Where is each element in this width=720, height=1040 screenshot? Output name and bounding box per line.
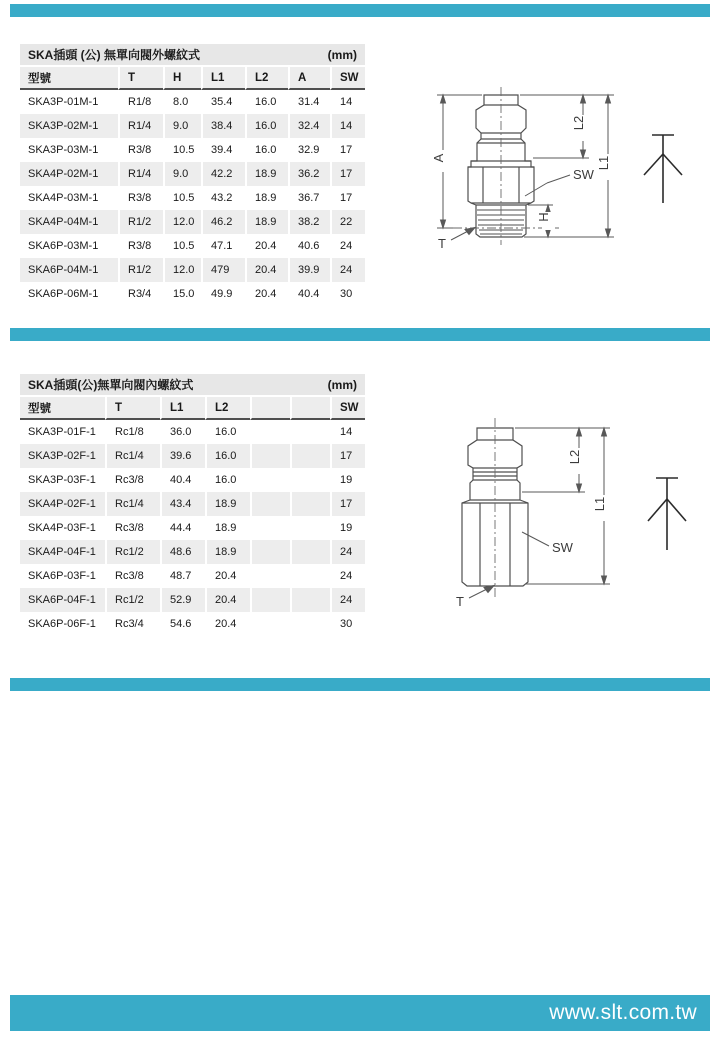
table-cell: 46.2 <box>201 210 245 234</box>
table-cell: 479 <box>201 258 245 282</box>
table-cell: SKA6P-04M-1 <box>20 258 118 282</box>
table-cell: 12.0 <box>163 258 201 282</box>
table-row <box>20 258 365 282</box>
table-row <box>20 138 365 162</box>
table-cell: 20.4 <box>245 282 288 306</box>
table-cell: 16.0 <box>245 114 288 138</box>
dim-label-t: T <box>438 236 446 251</box>
footer-bar <box>10 995 710 1031</box>
table-cell: SKA3P-02F-1 <box>20 444 105 468</box>
table-row <box>20 282 365 306</box>
header-row <box>20 397 365 420</box>
table-cell: 20.4 <box>205 612 250 636</box>
table-cell: 40.4 <box>160 468 205 492</box>
table-row <box>20 540 365 564</box>
table-cell: 20.4 <box>245 234 288 258</box>
table-row <box>20 444 365 468</box>
table-row <box>20 564 365 588</box>
table-row <box>20 612 365 636</box>
column-header: L2 <box>245 67 288 90</box>
table-cell: 9.0 <box>163 114 201 138</box>
column-header <box>250 397 290 420</box>
table-cell: SKA6P-06M-1 <box>28 288 99 300</box>
dim-label-h: H <box>536 212 551 222</box>
table-cell: Rc3/8 <box>105 564 160 588</box>
table-row <box>20 468 365 492</box>
table-cell <box>250 564 290 588</box>
dim-label-sw: SW <box>552 540 573 555</box>
table-cell <box>290 444 330 468</box>
table-cell: 35.4 <box>201 90 245 114</box>
table-cell: 39.9 <box>288 258 330 282</box>
table-cell <box>290 492 330 516</box>
table-row <box>20 162 365 186</box>
table2-title: SKA插頭(公)無單向閥內螺紋式 <box>28 378 194 392</box>
table-cell: SKA3P-03M-1 <box>28 144 99 156</box>
table-cell: SKA6P-06F-1 <box>28 618 96 630</box>
table-cell: 52.9 <box>160 588 205 612</box>
column-header: T <box>118 67 163 90</box>
table-cell: 48.6 <box>160 540 205 564</box>
section-divider-bar <box>10 678 710 691</box>
table-cell: 18.9 <box>205 516 250 540</box>
column-header: L2 <box>205 397 250 420</box>
table-cell: 48.7 <box>160 564 205 588</box>
table-row <box>20 234 365 258</box>
column-header: H <box>163 67 201 90</box>
table-cell: 40.4 <box>288 282 330 306</box>
table-cell: 24 <box>330 540 365 564</box>
table-cell <box>250 468 290 492</box>
dim-label-sw: SW <box>573 167 594 182</box>
table-cell: 32.9 <box>288 138 330 162</box>
table-cell: SKA4P-03F-1 <box>28 522 96 534</box>
table-cell <box>290 420 330 444</box>
table-cell: 16.0 <box>205 444 250 468</box>
dim-label-l2: L2 <box>567 449 582 465</box>
table-cell: 44.4 <box>160 516 205 540</box>
drawing-female-thread-plug <box>425 410 710 620</box>
table-cell: 43.2 <box>201 186 245 210</box>
section-divider-bar <box>10 328 710 341</box>
column-header: A <box>288 67 330 90</box>
table-cell: 36.2 <box>288 162 330 186</box>
table-cell: 19 <box>330 468 365 492</box>
table-cell: 10.5 <box>163 234 201 258</box>
dim-label-l1: L1 <box>592 496 607 512</box>
table-row <box>20 90 365 114</box>
table-cell: 38.2 <box>288 210 330 234</box>
table-cell: 39.6 <box>160 444 205 468</box>
table-cell <box>250 420 290 444</box>
table-cell: Rc1/4 <box>105 492 160 516</box>
table-cell: 18.9 <box>245 210 288 234</box>
table-cell: Rc3/4 <box>105 612 160 636</box>
table-cell: 18.9 <box>205 492 250 516</box>
header-row <box>20 67 365 90</box>
table-cell: 47.1 <box>201 234 245 258</box>
table-cell: 19 <box>330 516 365 540</box>
table2-unit: (mm) <box>327 377 357 392</box>
table-cell: 30 <box>330 282 365 306</box>
table-cell <box>250 588 290 612</box>
table-cell: 14 <box>330 90 365 114</box>
table-cell: 38.4 <box>201 114 245 138</box>
table-cell <box>250 444 290 468</box>
table-cell: Rc3/8 <box>105 516 160 540</box>
table-cell: SKA3P-03F-1 <box>28 474 96 486</box>
column-header: 型號 <box>20 397 105 420</box>
table-cell <box>290 588 330 612</box>
table-cell: 14 <box>330 114 365 138</box>
plug-no-valve-symbol-icon <box>644 135 682 203</box>
table-row <box>20 186 365 210</box>
table-cell <box>290 540 330 564</box>
table-cell: SKA4P-04M-1 <box>20 210 118 234</box>
column-header <box>290 397 330 420</box>
column-header: T <box>105 397 160 420</box>
table-cell: 39.4 <box>201 138 245 162</box>
table-cell <box>290 564 330 588</box>
table-cell: 10.5 <box>163 138 201 162</box>
table-cell: 16.0 <box>245 138 288 162</box>
spec-section-external-thread <box>20 44 365 306</box>
table-row <box>20 492 365 516</box>
table-cell: R3/8 <box>118 186 163 210</box>
table-cell: 24 <box>330 234 365 258</box>
table-cell: 18.9 <box>245 162 288 186</box>
table-cell: SKA6P-03F-1 <box>28 570 96 582</box>
table-cell: R1/4 <box>118 114 163 138</box>
spec-table-external-thread <box>20 67 365 306</box>
table-cell: 14 <box>330 420 365 444</box>
spec-table-internal-thread <box>20 397 365 636</box>
table-cell: 40.6 <box>288 234 330 258</box>
dimension-labels <box>431 115 614 251</box>
drawing-male-thread-plug <box>425 82 710 260</box>
table-cell: SKA4P-03M-1 <box>28 192 99 204</box>
table-row <box>20 420 365 444</box>
table-cell: 32.4 <box>288 114 330 138</box>
table-cell: Rc1/2 <box>105 540 160 564</box>
dim-label-l2: L2 <box>571 115 586 131</box>
table-cell: SKA3P-01F-1 <box>28 426 96 438</box>
table-cell: 24 <box>330 258 365 282</box>
table-cell: 20.4 <box>205 564 250 588</box>
table-cell: 17 <box>330 186 365 210</box>
table-cell: 17 <box>330 162 365 186</box>
table-cell: SKA4P-02M-1 <box>20 162 118 186</box>
table-cell: R1/2 <box>118 258 163 282</box>
table-cell: SKA6P-04F-1 <box>20 588 105 612</box>
table-cell: 43.4 <box>160 492 205 516</box>
table-row <box>20 210 365 234</box>
table1-title-row <box>20 44 365 65</box>
footer-website-url: www.slt.com.tw <box>549 1001 697 1024</box>
table-cell: R3/8 <box>118 234 163 258</box>
table-cell: R1/2 <box>118 210 163 234</box>
table-cell: 54.6 <box>160 612 205 636</box>
table-cell <box>290 612 330 636</box>
table-cell: 16.0 <box>245 90 288 114</box>
table-cell: 36.0 <box>160 420 205 444</box>
column-header: L1 <box>160 397 205 420</box>
table-cell: SKA3P-02M-1 <box>20 114 118 138</box>
dim-label-l1: L1 <box>596 155 611 171</box>
table-cell: SKA6P-03M-1 <box>28 240 99 252</box>
table-row <box>20 588 365 612</box>
plug-no-valve-symbol-icon <box>648 478 686 550</box>
table-cell: 15.0 <box>163 282 201 306</box>
table-cell: 24 <box>330 564 365 588</box>
table-cell: 42.2 <box>201 162 245 186</box>
table-cell <box>290 468 330 492</box>
table-cell <box>250 492 290 516</box>
table-cell: 12.0 <box>163 210 201 234</box>
table1-title: SKA插頭 (公) 無單向閥外螺紋式 <box>28 48 200 62</box>
table-cell: 16.0 <box>205 468 250 492</box>
table-cell: 18.9 <box>205 540 250 564</box>
table-cell: 17 <box>330 492 365 516</box>
table-cell: Rc1/2 <box>105 588 160 612</box>
table-cell: 36.7 <box>288 186 330 210</box>
table-cell: 30 <box>330 612 365 636</box>
top-accent-bar <box>10 4 710 17</box>
table-cell: SKA3P-01M-1 <box>28 96 99 108</box>
table-cell: 18.9 <box>245 186 288 210</box>
column-header: SW <box>330 67 365 90</box>
table-cell: R1/8 <box>118 90 163 114</box>
table-cell: 49.9 <box>201 282 245 306</box>
table-cell: 17 <box>330 444 365 468</box>
table-cell: SKA4P-04F-1 <box>20 540 105 564</box>
table-cell: 10.5 <box>163 186 201 210</box>
table-cell: R3/4 <box>118 282 163 306</box>
dim-label-a: A <box>431 153 446 163</box>
table-cell: 20.4 <box>245 258 288 282</box>
column-header: 型號 <box>20 67 118 90</box>
table-cell: Rc3/8 <box>105 468 160 492</box>
table-cell: R3/8 <box>118 138 163 162</box>
column-header: L1 <box>201 67 245 90</box>
table-cell: 8.0 <box>163 90 201 114</box>
table-cell: Rc1/4 <box>105 444 160 468</box>
table-cell <box>290 516 330 540</box>
table-row <box>20 516 365 540</box>
table-cell: 31.4 <box>288 90 330 114</box>
table-cell: 17 <box>330 138 365 162</box>
table-cell: 24 <box>330 588 365 612</box>
table-cell: 22 <box>330 210 365 234</box>
table-cell: 9.0 <box>163 162 201 186</box>
table-cell: Rc1/8 <box>105 420 160 444</box>
dim-label-t: T <box>456 594 464 609</box>
spec-section-internal-thread <box>20 374 365 636</box>
table-cell <box>250 612 290 636</box>
table-row <box>20 114 365 138</box>
table-cell: 20.4 <box>205 588 250 612</box>
column-header: SW <box>330 397 365 420</box>
table2-title-row <box>20 374 365 395</box>
table1-unit: (mm) <box>327 47 357 62</box>
table-cell: R1/4 <box>118 162 163 186</box>
table-cell <box>250 516 290 540</box>
table-cell <box>250 540 290 564</box>
dimension-lines <box>469 428 610 598</box>
table-cell: SKA4P-02F-1 <box>20 492 105 516</box>
table-cell: 16.0 <box>205 420 250 444</box>
